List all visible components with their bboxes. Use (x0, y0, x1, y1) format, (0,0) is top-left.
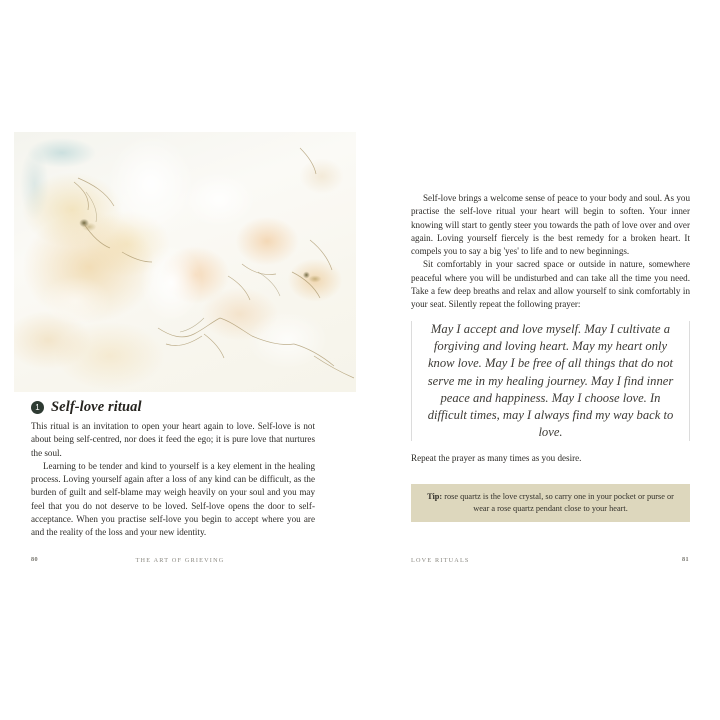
right-page (360, 0, 720, 720)
tip-text (425, 491, 676, 516)
left-page-body-text (31, 420, 315, 540)
prayer-block (411, 321, 690, 441)
right-running-head: LOVE RITUALS (411, 557, 470, 564)
repeat-prayer-line: Repeat the prayer as many times as you desire. (411, 453, 582, 463)
prayer-text: May I accept and love myself. May I cultivate a forgiving and loving heart. May my heart only know love. May I be free of all things that do not serve me in my healing journey. May I find inner peace and happiness. May I choose love. In difficult times, may I always find my way back to love. (427, 322, 674, 440)
paragraph: This ritual is an invitation to open your heart again to love. Self-love is not about being self-centred, nor does it feed the ego; it is pure love that nurtures the soul. (31, 421, 315, 458)
ritual-title: Self-love ritual (51, 399, 142, 415)
paragraph: Learning to be tender and kind to yourself is a key element in the healing process. Loving yourself again after a loss of any kind can be difficult, as the burden of guilt and self-blame may weigh heavily on your soul and you may feel that you do not deserve to be loved. Self-love opens the door to self-acceptance. When you practise self-love you begin to accept where you are and the reality of the loss and your new identity. (31, 460, 315, 538)
ritual-number-badge: 1 (31, 401, 44, 414)
watercolour-artwork (14, 132, 356, 392)
paragraph: Sit comfortably in your sacred space or outside in nature, somewhere peaceful where you will be undisturbed and can take all the time you need. Take a few deep breaths and relax and allow yourself to sink comfortably in your seat. Silently repeat the following prayer: (411, 259, 690, 310)
right-page-body-text (411, 192, 690, 312)
tip-box (411, 484, 690, 522)
paragraph: Self-love brings a welcome sense of peace to your body and soul. As you practise the self-love ritual your heart will begin to soften. Your inner knowing will start to gently steer you towards the path of love over and over again. Loving yourself fiercely is the best remedy for a broken heart. It compels you to say a big 'yes' to life and to new beginnings. (411, 193, 690, 257)
tip-label: Tip: (427, 491, 443, 501)
tip-body: rose quartz is the love crystal, so carry one in your pocket or purse or wear a rose quartz pendant close to your heart. (442, 491, 674, 513)
ritual-heading (31, 399, 331, 416)
left-running-head: THE ART OF GRIEVING (135, 557, 225, 564)
right-page-number: 81 (682, 556, 689, 563)
artwork-gold-line-strokes (14, 132, 356, 392)
left-page-number: 80 (31, 556, 38, 563)
